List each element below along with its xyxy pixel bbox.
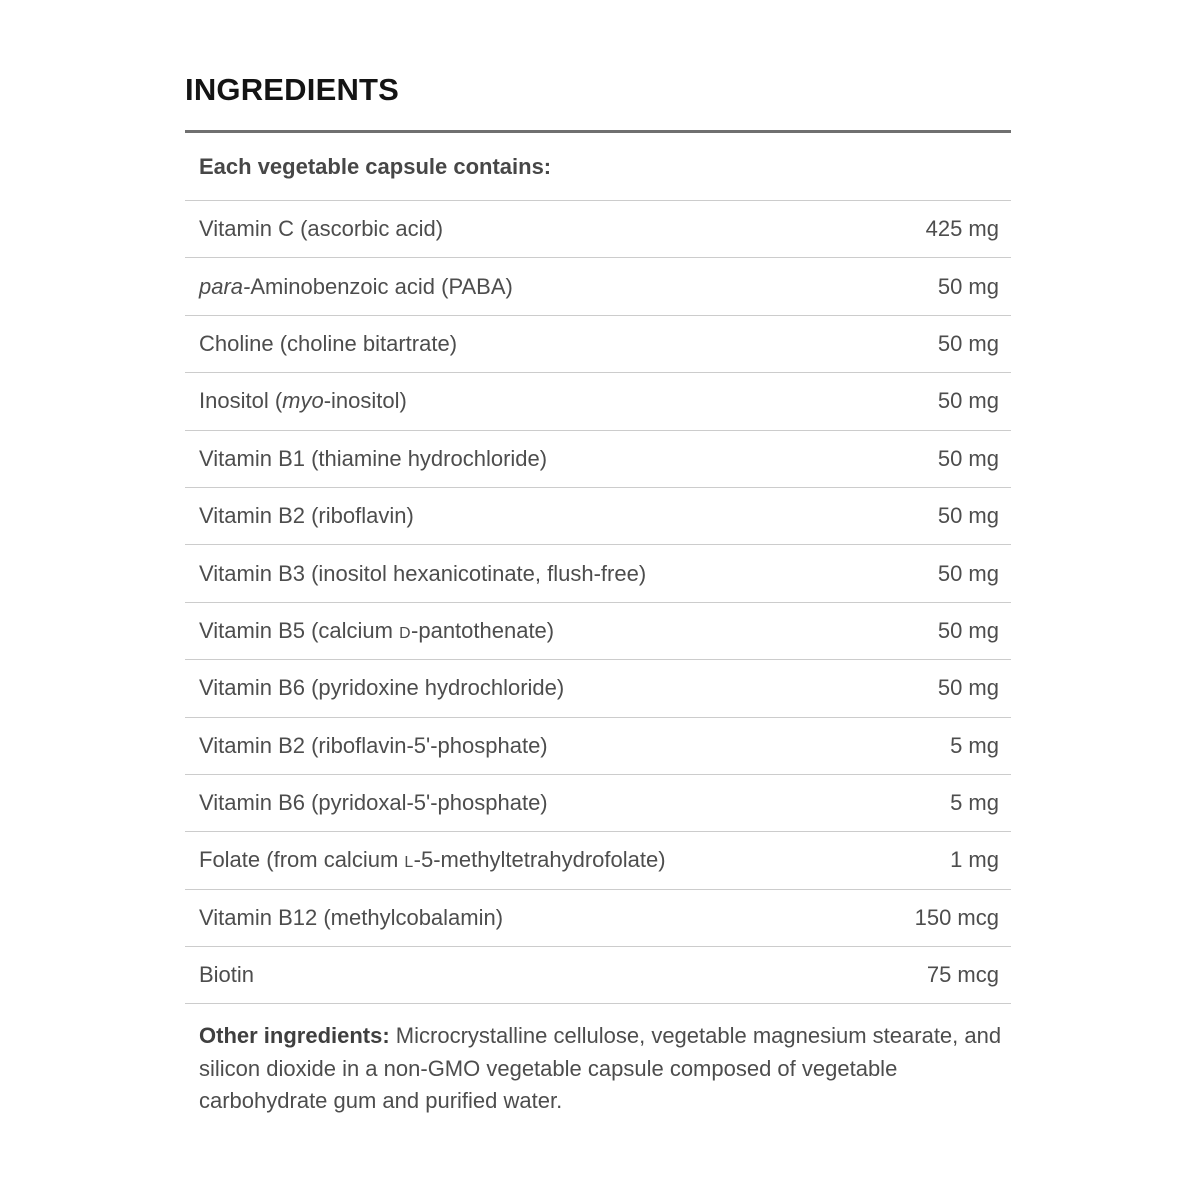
page-title: INGREDIENTS	[185, 72, 400, 107]
ingredient-row	[185, 947, 1011, 1004]
ingredient-row	[185, 660, 1011, 717]
ingredient-name: Vitamin C (ascorbic acid)	[199, 216, 444, 242]
ingredient-name: Vitamin B2 (riboflavin)	[199, 503, 414, 529]
ingredient-amount: 50 mg	[937, 503, 999, 529]
ingredient-row	[185, 718, 1011, 775]
ingredient-amount: 75 mcg	[926, 962, 999, 988]
ingredient-amount: 50 mg	[937, 388, 999, 414]
ingredient-row	[185, 890, 1011, 947]
ingredient-row	[185, 832, 1011, 889]
ingredient-amount: 5 mg	[950, 732, 999, 758]
ingredient-amount: 50 mg	[937, 560, 999, 586]
ingredient-amount: 425 mg	[925, 216, 999, 242]
ingredient-row	[185, 431, 1011, 488]
ingredient-name: Vitamin B1 (thiamine hydrochloride)	[199, 445, 548, 471]
ingredient-row	[185, 316, 1011, 373]
ingredient-name: Choline (choline bitartrate)	[199, 330, 458, 356]
ingredient-name: Vitamin B3 (inositol hexanicotinate, flush-free)	[199, 560, 647, 586]
ingredient-row	[185, 373, 1011, 430]
ingredient-amount: 1 mg	[950, 847, 999, 873]
ingredient-row	[185, 258, 1011, 315]
ingredients-table	[185, 133, 1011, 1004]
ingredient-row	[185, 775, 1011, 832]
ingredient-name: Folate (from calcium L-5-methyltetrahydrofolate)	[199, 847, 666, 873]
ingredient-name: Vitamin B12 (methylcobalamin)	[199, 904, 504, 930]
ingredient-name: Vitamin B6 (pyridoxine hydrochloride)	[199, 675, 565, 701]
ingredient-name: Vitamin B5 (calcium D-pantothenate)	[199, 617, 555, 643]
ingredient-amount: 50 mg	[937, 445, 999, 471]
ingredient-amount: 50 mg	[937, 330, 999, 356]
ingredient-row	[185, 545, 1011, 602]
other-ingredients-text: Microcrystalline cellulose, vegetable magnesium stearate, and silicon dioxide in a non-GMO vegetable capsule composed of vegetable carbohydrate gum and purified water.	[199, 1023, 1002, 1114]
other-ingredients-label: Other ingredients:	[199, 1023, 390, 1049]
ingredient-name: Vitamin B6 (pyridoxal-5'-phosphate)	[199, 790, 548, 816]
ingredient-name: Inositol (myo-inositol)	[199, 388, 407, 414]
ingredient-row	[185, 201, 1011, 258]
ingredient-amount: 50 mg	[937, 273, 999, 299]
ingredient-name: para-Aminobenzoic acid (PABA)	[199, 273, 513, 299]
ingredient-amount: 50 mg	[937, 617, 999, 643]
ingredient-row	[185, 488, 1011, 545]
other-ingredients	[185, 1004, 1011, 1118]
ingredient-amount: 150 mcg	[914, 904, 999, 930]
ingredient-name: Biotin	[199, 962, 255, 988]
ingredient-name: Vitamin B2 (riboflavin-5'-phosphate)	[199, 732, 548, 758]
table-header-label: Each vegetable capsule contains:	[199, 153, 552, 179]
ingredient-row	[185, 603, 1011, 660]
ingredient-amount: 5 mg	[950, 790, 999, 816]
table-header-row	[185, 133, 1011, 201]
ingredient-rows	[185, 201, 1011, 1004]
ingredient-amount: 50 mg	[937, 675, 999, 701]
ingredients-content	[185, 72, 1011, 1118]
